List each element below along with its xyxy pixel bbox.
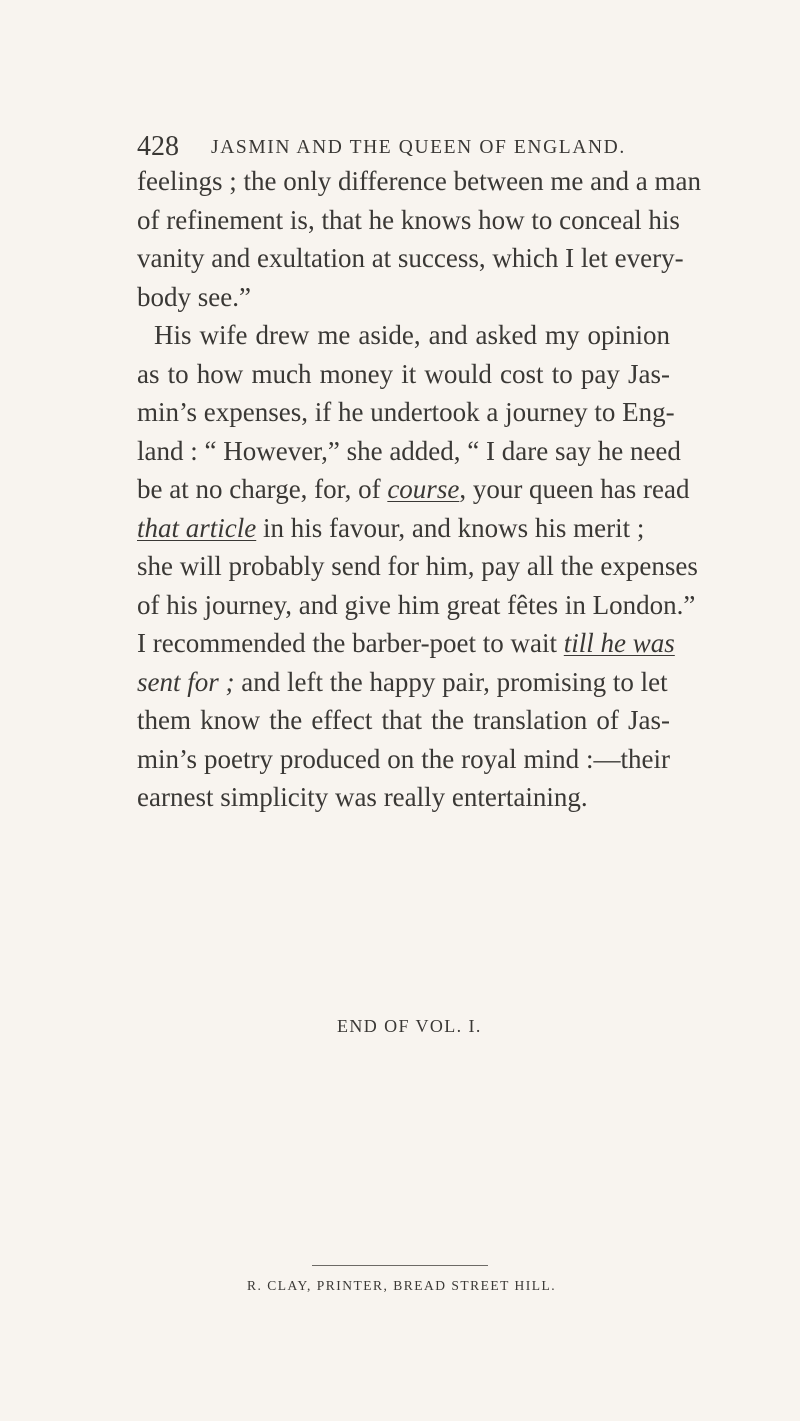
text-line: them know the effect that the translation of Jas- (137, 705, 670, 735)
text-line: earnest simplicity was really entertaining. (137, 782, 588, 812)
text-line: of refinement is, that he knows how to conceal his (137, 204, 680, 235)
body-text (137, 162, 702, 817)
text-line (137, 624, 675, 663)
page-number: 428 (137, 131, 179, 162)
text-line: land : “ However,” she added, “ I dare say he need (137, 435, 681, 466)
text-run: I recommended the barber-poet to wait (137, 628, 564, 658)
italic-run: course (387, 474, 460, 504)
text-line (137, 509, 670, 548)
text-line: min’s poetry produced on the royal mind :—their (137, 743, 670, 774)
text-line (137, 470, 690, 509)
italic-run: that article (137, 512, 257, 543)
running-head: JASMIN AND THE QUEEN OF ENGLAND. (211, 137, 626, 158)
text-run: , your queen has read (459, 474, 690, 504)
text-line: feelings ; the only difference between me and a man (137, 166, 702, 196)
italic-run: till he was (563, 628, 675, 658)
text-line: vanity and exultation at success, which I let every- (137, 243, 684, 273)
text-line: she will probably send for him, pay all the expenses (137, 551, 698, 581)
italic-run: sent for ; (137, 666, 235, 697)
text-line: min’s expenses, if he undertook a journey to Eng- (137, 397, 675, 427)
text-run: in his favour, and knows his merit ; (256, 512, 645, 543)
text-run: and left the happy pair, promising to let (234, 666, 668, 697)
text-line: of his journey, and give him great fêtes in London.” (137, 589, 696, 620)
text-line: as to how much money it would cost to pay Jas- (137, 358, 670, 389)
text-line: body see.” (137, 281, 251, 312)
text-line: His wife drew me aside, and asked my opinion (154, 320, 670, 350)
text-run: be at no charge, for, of (137, 474, 388, 504)
end-of-volume-note: END OF VOL. I. (337, 1016, 482, 1036)
text-line (137, 663, 670, 702)
printer-imprint: R. CLAY, PRINTER, BREAD STREET HILL. (247, 1278, 557, 1293)
divider-rule (312, 1265, 488, 1266)
